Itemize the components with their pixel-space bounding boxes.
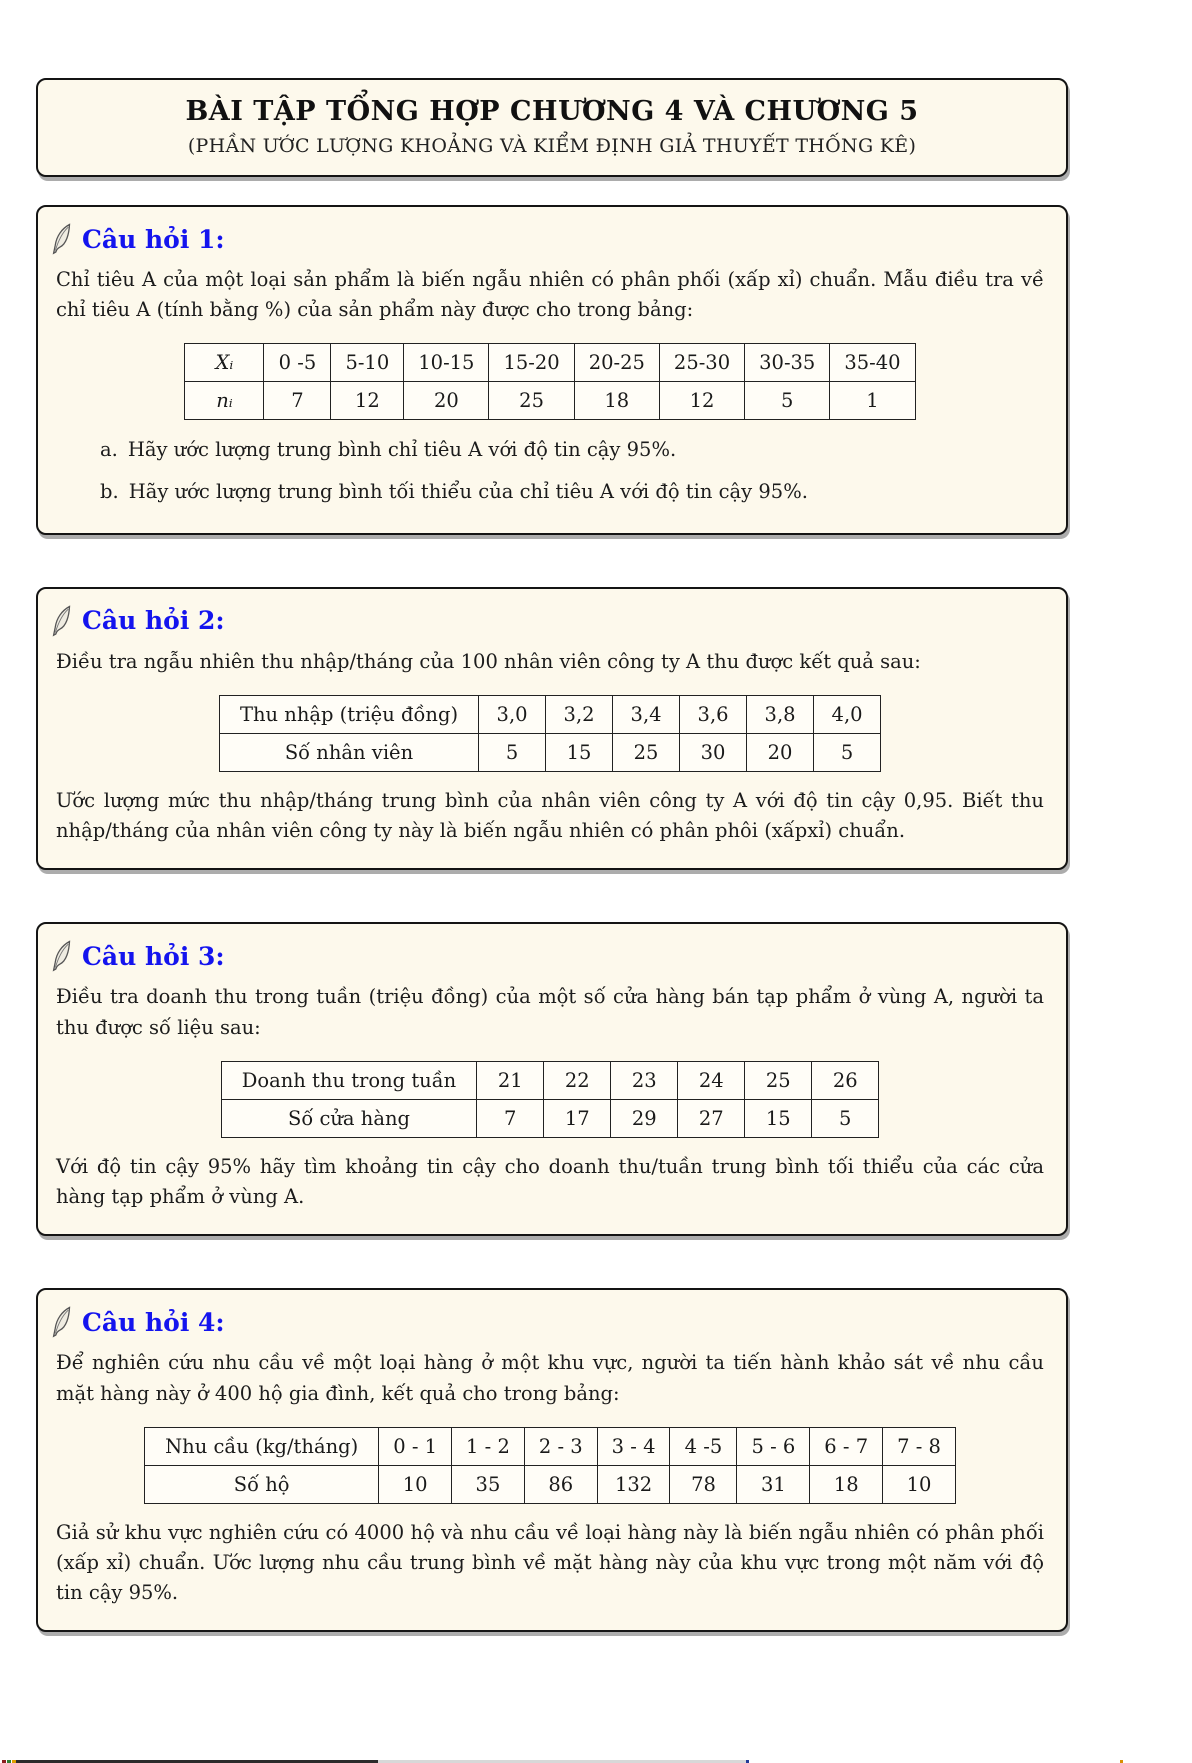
question-intro: Điều tra ngẫu nhiên thu nhập/tháng của 100 nhân viên công ty A thu được kết quả sau: [56,649,921,673]
question-intro: Điều tra doanh thu trong tuần (triệu đồng) của một số cửa hàng bán tạp phẩm ở vùng A, người ta thu được số liệu sau: [56,985,1044,1039]
title-box [36,78,1068,177]
bottom-edge-bar [0,1759,1192,1763]
row-label-cell: Xᵢ [185,344,264,382]
question-item [100,434,1044,465]
value-cell: 12 [659,382,744,420]
value-cell: 26 [812,1061,879,1099]
table-row [145,1427,956,1465]
value-cell: 5 - 6 [737,1427,810,1465]
row-label-cell: Số hộ [145,1465,379,1503]
quill-icon [50,223,72,259]
value-cell: 18 [810,1465,883,1503]
value-cell: 4 -5 [670,1427,737,1465]
value-cell: 1 - 2 [452,1427,525,1465]
value-cell: 21 [477,1061,544,1099]
value-cell: 27 [678,1099,745,1137]
question-label: Câu hỏi 4: [82,1307,225,1337]
question-label: Câu hỏi 1: [82,224,225,254]
row-label-cell: Thu nhập (triệu đồng) [219,696,478,734]
value-cell: 25 [745,1061,812,1099]
data-table [221,1061,880,1138]
value-cell: 132 [597,1465,670,1503]
value-cell: 25 [613,734,680,772]
question-intro: Để nghiên cứu nhu cầu về một loại hàng ở một khu vực, người ta tiến hành khảo sát về nhu cầu mặt hàng này ở 400 hộ gia đình, kết quả cho trong bảng: [56,1351,1044,1405]
value-cell: 20-25 [574,344,659,382]
row-label-cell: Số cửa hàng [221,1099,477,1137]
value-cell: 5 [814,734,881,772]
value-cell: 12 [331,382,404,420]
value-cell: 20 [404,382,489,420]
value-cell: 5 [745,382,830,420]
question-items [100,434,1044,506]
value-cell: 0 - 1 [379,1427,452,1465]
row-label-cell: Doanh thu trong tuần [221,1061,477,1099]
value-cell: 10 [883,1465,956,1503]
value-cell: 3,6 [680,696,747,734]
value-cell: 30-35 [745,344,830,382]
value-cell: 6 - 7 [810,1427,883,1465]
value-cell: 2 - 3 [524,1427,597,1465]
data-table [184,343,915,420]
table-row [219,696,880,734]
value-cell: 1 [830,382,915,420]
value-cell: 15 [745,1099,812,1137]
table-row [185,344,915,382]
value-cell: 15-20 [489,344,574,382]
value-cell: 7 [264,382,331,420]
question-box [36,922,1068,1236]
item-text: Hãy ước lượng trung bình chỉ tiêu A với độ tin cậy 95%. [127,438,677,462]
value-cell: 3 - 4 [597,1427,670,1465]
value-cell: 10-15 [404,344,489,382]
document-page [36,78,1068,1632]
document-subtitle: (PHẦN ƯỚC LƯỢNG KHOẢNG VÀ KIỂM ĐỊNH GIẢ THUYẾT THỐNG KÊ) [187,135,917,157]
row-label-cell: nᵢ [185,382,264,420]
value-cell: 25-30 [659,344,744,382]
quill-icon [50,605,72,641]
value-cell: 29 [611,1099,678,1137]
row-label-cell: Nhu cầu (kg/tháng) [145,1427,379,1465]
question-box [36,205,1068,535]
value-cell: 3,4 [613,696,680,734]
question-header [56,938,1044,974]
value-cell: 17 [544,1099,611,1137]
document-title: BÀI TẬP TỔNG HỢP CHƯƠNG 4 VÀ CHƯƠNG 5 [185,96,919,127]
table-row [185,382,915,420]
quill-icon [50,1306,72,1342]
table-wrapper [56,1061,1044,1138]
table-wrapper [56,343,1044,420]
value-cell: 5 [812,1099,879,1137]
value-cell: 10 [379,1465,452,1503]
value-cell: 0 -5 [264,344,331,382]
question-outro: Giả sử khu vực nghiên cứu có 4000 hộ và nhu cầu về loại hàng này là biến ngẫu nhiên có phân phối (xấp xỉ) chuẩn. Ước lượng nhu cầu trung bình về mặt hàng này của khu vực trong một năm với độ tin cậy 95%. [56,1520,1044,1605]
value-cell: 86 [524,1465,597,1503]
value-cell: 22 [544,1061,611,1099]
table-row [221,1099,879,1137]
value-cell: 3,0 [479,696,546,734]
question-box [36,587,1068,871]
question-intro: Chỉ tiêu A của một loại sản phẩm là biến ngẫu nhiên có phân phối (xấp xỉ) chuẩn. Mẫu điều tra về chỉ tiêu A (tính bằng %) của sản phẩm này được cho trong bảng: [56,268,1044,322]
question-box [36,1288,1068,1632]
value-cell: 18 [574,382,659,420]
table-row [219,734,880,772]
value-cell: 7 - 8 [883,1427,956,1465]
table-row [221,1061,879,1099]
value-cell: 31 [737,1465,810,1503]
value-cell: 15 [546,734,613,772]
question-outro: Với độ tin cậy 95% hãy tìm khoảng tin cậy cho doanh thu/tuần trung bình tối thiểu của các cửa hàng tạp phẩm ở vùng A. [56,1154,1044,1209]
value-cell: 3,8 [747,696,814,734]
value-cell: 5-10 [331,344,404,382]
question-label: Câu hỏi 3: [82,941,225,971]
value-cell: 5 [479,734,546,772]
questions-container [36,205,1068,1632]
data-table [144,1427,956,1504]
quill-icon [50,940,72,976]
question-item [100,476,1044,507]
data-table [219,695,881,772]
question-outro: Ước lượng mức thu nhập/tháng trung bình của nhân viên công ty A với độ tin cậy 0,95. Biết thu nhập/tháng của nhân viên công ty này là biến ngẫu nhiên có phân phôi (xấpxỉ) chuẩn. [56,789,1044,843]
table-wrapper [56,695,1044,772]
row-label-cell: Số nhân viên [219,734,478,772]
item-text: Hãy ước lượng trung bình tối thiểu của chỉ tiêu A với độ tin cậy 95%. [128,479,808,503]
value-cell: 20 [747,734,814,772]
value-cell: 23 [611,1061,678,1099]
question-header [56,221,1044,257]
question-header [56,1304,1044,1340]
value-cell: 7 [477,1099,544,1137]
value-cell: 24 [678,1061,745,1099]
item-marker: a. [100,438,118,462]
value-cell: 3,2 [546,696,613,734]
value-cell: 78 [670,1465,737,1503]
table-row [145,1465,956,1503]
value-cell: 4,0 [814,696,881,734]
value-cell: 35-40 [830,344,915,382]
question-label: Câu hỏi 2: [82,606,225,636]
value-cell: 30 [680,734,747,772]
value-cell: 35 [452,1465,525,1503]
item-marker: b. [100,479,119,503]
value-cell: 25 [489,382,574,420]
question-header [56,603,1044,639]
table-wrapper [56,1427,1044,1504]
